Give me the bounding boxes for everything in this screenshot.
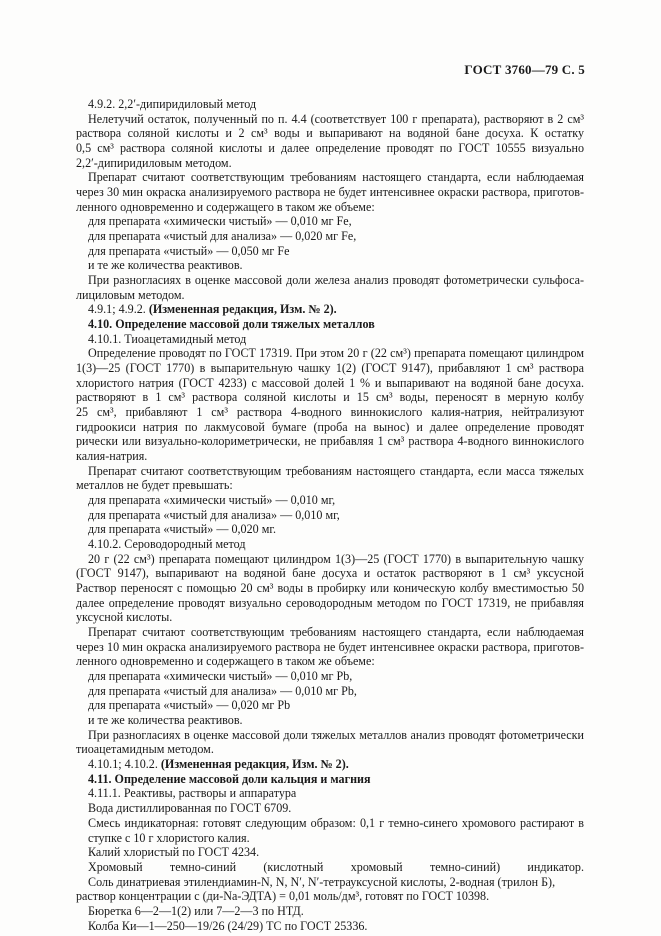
- text-line: для препарата «чистый для анализа» — 0,010 мг,: [88, 507, 340, 522]
- page-header: ГОСТ 3760—79 С. 5: [464, 62, 585, 77]
- text-line: Хромовый темно-синий (кислотный хромовый темно-синий) индикатор.: [88, 859, 584, 874]
- text-line: Определение проводят по ГОСТ 17319. При этом 20 г (22 см³) препарата помещают цилиндром: [88, 346, 584, 361]
- text-line: гидроокиси натрия по лакмусовой бумаге (проба на вынос) и далее определение проводят: [76, 419, 584, 434]
- text-line: (ГОСТ 9147), выпаривают на водяной бане досуха и остаток растворяют в 1 см³ уксусной: [76, 566, 584, 581]
- text-line: Препарат считают соответствующим требованиям настоящего стандарта, если масса тяжелых: [88, 463, 584, 478]
- text-line: Бюретка 6—2—1(2) или 7—2—3 по НТД.: [88, 903, 304, 918]
- text-line: 4.10. Определение массовой доли тяжелых металлов: [88, 317, 375, 332]
- text-line: для препарата «чистый для анализа» — 0,010 мг Pb,: [88, 683, 357, 698]
- section-ref: 4.10.1; 4.10.2.: [88, 757, 161, 772]
- text-line: Раствор переносят с помощью 20 см³ воды в пробирку или коническую колбу вместимостью 50: [76, 581, 584, 596]
- text-line: Смесь индикаторная: готовят следующим образом: 0,1 г темно-синего хромового растирают в: [88, 815, 584, 830]
- amendment-note: (Измененная редакция, Изм. № 2).: [148, 302, 337, 317]
- text-line: 25 см³, прибавляют 1 см³ раствора 4-водного виннокислого калия-натрия, нейтрализуют: [76, 405, 584, 420]
- text-line: Препарат считают соответствующим требованиям настоящего стандарта, если наблюдаемая: [88, 625, 584, 640]
- text-line: Нелетучий остаток, полученный по п. 4.4 (соответствует 100 г препарата), растворяют в 2 см³: [88, 111, 584, 126]
- text-line: 4.9.2. 2,2′-дипиридиловый метод: [88, 97, 257, 111]
- section-ref: 4.9.1; 4.9.2.: [88, 302, 149, 317]
- text-line: раствора соляной кислоты и 2 см³ воды и выпаривают на водяной бане досуха. К остатку: [76, 126, 584, 141]
- text-line: [88, 757, 349, 772]
- text-line: 4.11.1. Реактивы, растворы и аппаратура: [88, 786, 297, 801]
- text-line: хлористого натрия (ГОСТ 4233) с массовой долей 1 % и выпаривают на водяной бане досуха.: [76, 375, 584, 390]
- text-line: 20 г (22 см³) препарата помещают цилиндром 1(3)—25 (ГОСТ 1770) в выпарительную чашку: [88, 551, 584, 566]
- text-line: ленного одновременно и содержащего в таком же объеме:: [76, 654, 375, 669]
- text-line: для препарата «чистый» — 0,050 мг Fe: [88, 243, 290, 258]
- text-line: При разногласиях в оценке массовой доли железа анализ проводят фотометрически сульфоса-: [88, 273, 584, 288]
- text-line: тиоацетамидным методом.: [76, 742, 214, 757]
- text-line: растворяют в 1 см³ раствора соляной кислоты и 15 см³ воды, переносят в мерную колбу: [76, 390, 584, 405]
- text-line: Калий хлористый по ГОСТ 4234.: [88, 845, 260, 860]
- text-line: [88, 302, 337, 317]
- text-line: лициловым методом.: [76, 287, 185, 302]
- text-line: ленного одновременно и содержащего в таком же объеме:: [76, 199, 375, 214]
- text-line: ступке с 10 г хлористого калия.: [88, 830, 250, 845]
- text-line: Вода дистиллированная по ГОСТ 6709.: [88, 801, 292, 816]
- text-line: 4.11. Определение массовой доли кальция и магния: [88, 771, 371, 786]
- text-line: 1(3)—25 (ГОСТ 1770) в выпарительную чашку 1(2) (ГОСТ 9147), прибавляют 1 см³ раствора: [76, 361, 584, 376]
- text-line: для препарата «чистый» — 0,020 мг.: [88, 522, 276, 537]
- text-line: для препарата «чистый» — 0,020 мг Pb: [88, 698, 291, 713]
- amendment-note: (Измененная редакция, Изм. № 2).: [160, 757, 349, 772]
- text-line: через 30 мин окраска анализируемого раствора не будет интенсивнее окраски раствора, приготов-: [76, 185, 584, 200]
- text-line: Соль динатриевая этилендиамин-N, N, N′, N′-тетрауксусной кислоты, 2-водная (трилон Б),: [88, 874, 556, 889]
- text-line: уксусной кислоты.: [76, 610, 173, 625]
- text-line: Колба Ки—1—250—19/26 (24/29) ТС по ГОСТ 25336.: [88, 918, 368, 933]
- text-line: для препарата «химически чистый» — 0,010 мг Fe,: [88, 214, 352, 229]
- text-line: через 10 мин окраска анализируемого раствора не будет интенсивнее окраски раствора, приготов-: [76, 639, 584, 654]
- text-line: 0,5 см³ раствора соляной кислоты и далее определение проводят по ГОСТ 10555 визуально: [76, 141, 584, 155]
- text-line: 4.10.1. Тиоацетамидный метод: [88, 331, 247, 346]
- text-line: и те же количества реактивов.: [88, 258, 243, 273]
- text-line: раствор концентрации с (ди-Na-ЭДТА) = 0,01 моль/дм³, готовят по ГОСТ 10398.: [76, 889, 490, 904]
- text-line: 4.10.2. Сероводородный метод: [88, 537, 246, 552]
- text-line: металлов не будет превышать:: [76, 478, 233, 493]
- text-line: калия-натрия.: [76, 449, 148, 464]
- text-line: Препарат считают соответствующим требованиям настоящего стандарта, если наблюдаемая: [88, 170, 584, 185]
- text-line: для препарата «чистый для анализа» — 0,020 мг Fe,: [88, 229, 357, 244]
- text-line: для препарата «химически чистый» — 0,010 мг Pb,: [88, 669, 353, 684]
- text-line: 2,2′-дипиридиловым методом.: [76, 155, 232, 170]
- text-line: далее определение проводят визуально сероводородным методом по ГОСТ 17319, не прибавляя: [76, 595, 584, 610]
- text-line: для препарата «химически чистый» — 0,010 мг,: [88, 493, 336, 508]
- text-line: и те же количества реактивов.: [88, 713, 243, 728]
- text-line: При разногласиях в оценке массовой доли тяжелых металлов анализ проводят фотометрически: [88, 727, 584, 742]
- text-line: рически или визуально-колориметрически, не прибавляя 1 см³ раствора 4-водного виннокислого: [76, 434, 584, 449]
